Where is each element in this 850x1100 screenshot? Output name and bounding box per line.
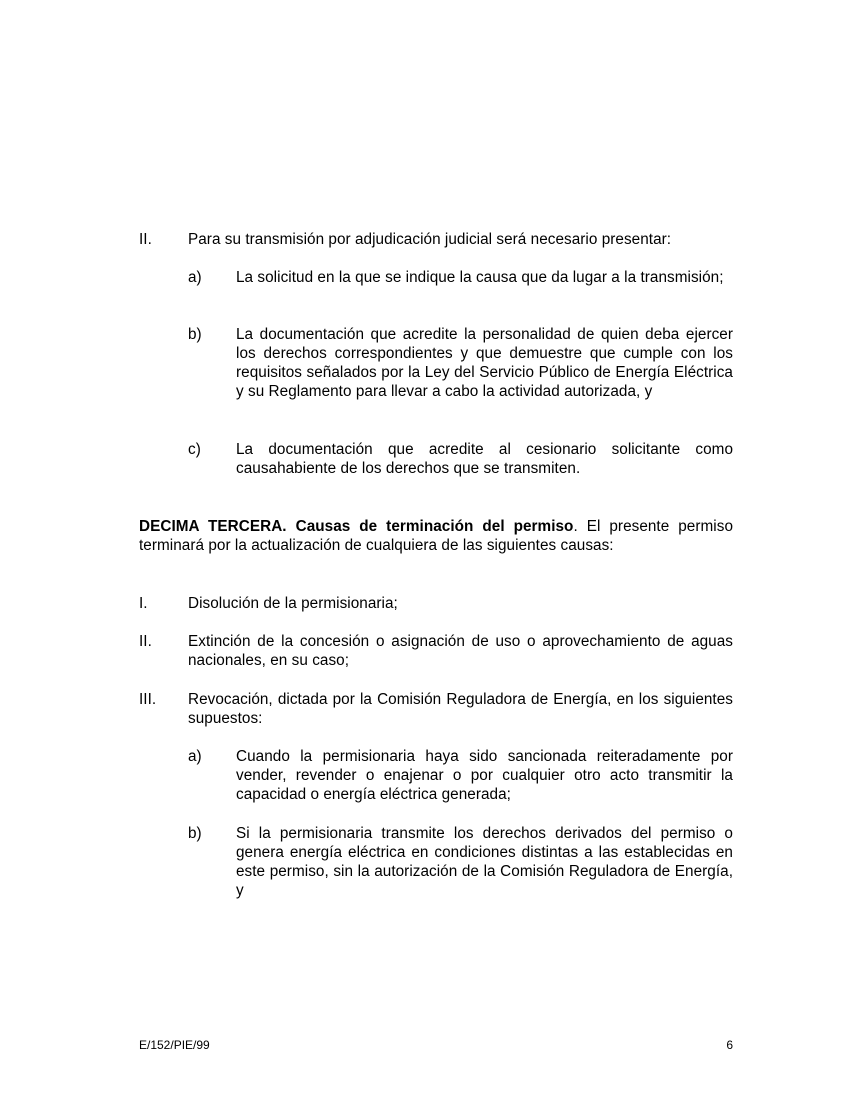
footer-doc-code: E/152/PIE/99 (139, 1038, 210, 1052)
item-label: a) (188, 748, 202, 765)
clause-paragraph (139, 517, 733, 555)
cause-text: Disolución de la permisionaria; (188, 595, 398, 612)
clause-heading-lead: DECIMA TERCERA. (139, 518, 287, 535)
cause-text: Revocación, dictada por la Comisión Reguladora de Energía, en los siguientes supuestos: (188, 691, 733, 727)
item-text: La solicitud en la que se indique la causa que da lugar a la transmisión; (236, 269, 724, 286)
item-label: b) (188, 825, 202, 842)
cause-numeral: I. (139, 595, 148, 612)
clause-body: . El presente permiso terminará por la actualización de cualquiera de las siguientes causas: (139, 518, 734, 554)
cause-numeral: III. (139, 691, 157, 708)
footer-page-number: 6 (726, 1038, 733, 1052)
item-text: Cuando la permisionaria haya sido sancionada reiteradamente por vender, revender o enajenar o por cualquier otro acto transmitir la capacidad o energía eléctrica generada; (236, 748, 733, 803)
cause-numeral: II. (139, 633, 152, 650)
section-numeral: II. (139, 231, 152, 248)
item-text: Si la permisionaria transmite los derechos derivados del permiso o genera energía eléctrica en condiciones distintas a las establecidas en este permiso, sin la autorización de la Comisión Reguladora de Energía, y (236, 825, 733, 899)
section-intro: Para su transmisión por adjudicación judicial será necesario presentar: (188, 231, 672, 248)
item-label: b) (188, 326, 202, 343)
item-label: a) (188, 269, 202, 286)
item-label: c) (188, 441, 201, 458)
item-text: La documentación que acredite al cesionario solicitante como causahabiente de los derechos que se transmiten. (236, 441, 733, 477)
item-text: La documentación que acredite la personalidad de quien deba ejercer los derechos correspondientes y que demuestre que cumple con los requisitos señalados por la Ley del Servicio Público de Energía Eléctrica y su Reglamento para llevar a cabo la actividad autorizada, y (236, 326, 733, 400)
cause-text: Extinción de la concesión o asignación de uso o aprovechamiento de aguas nacionales, en su caso; (188, 633, 733, 669)
clause-heading-title: Causas de terminación del permiso (295, 518, 574, 535)
